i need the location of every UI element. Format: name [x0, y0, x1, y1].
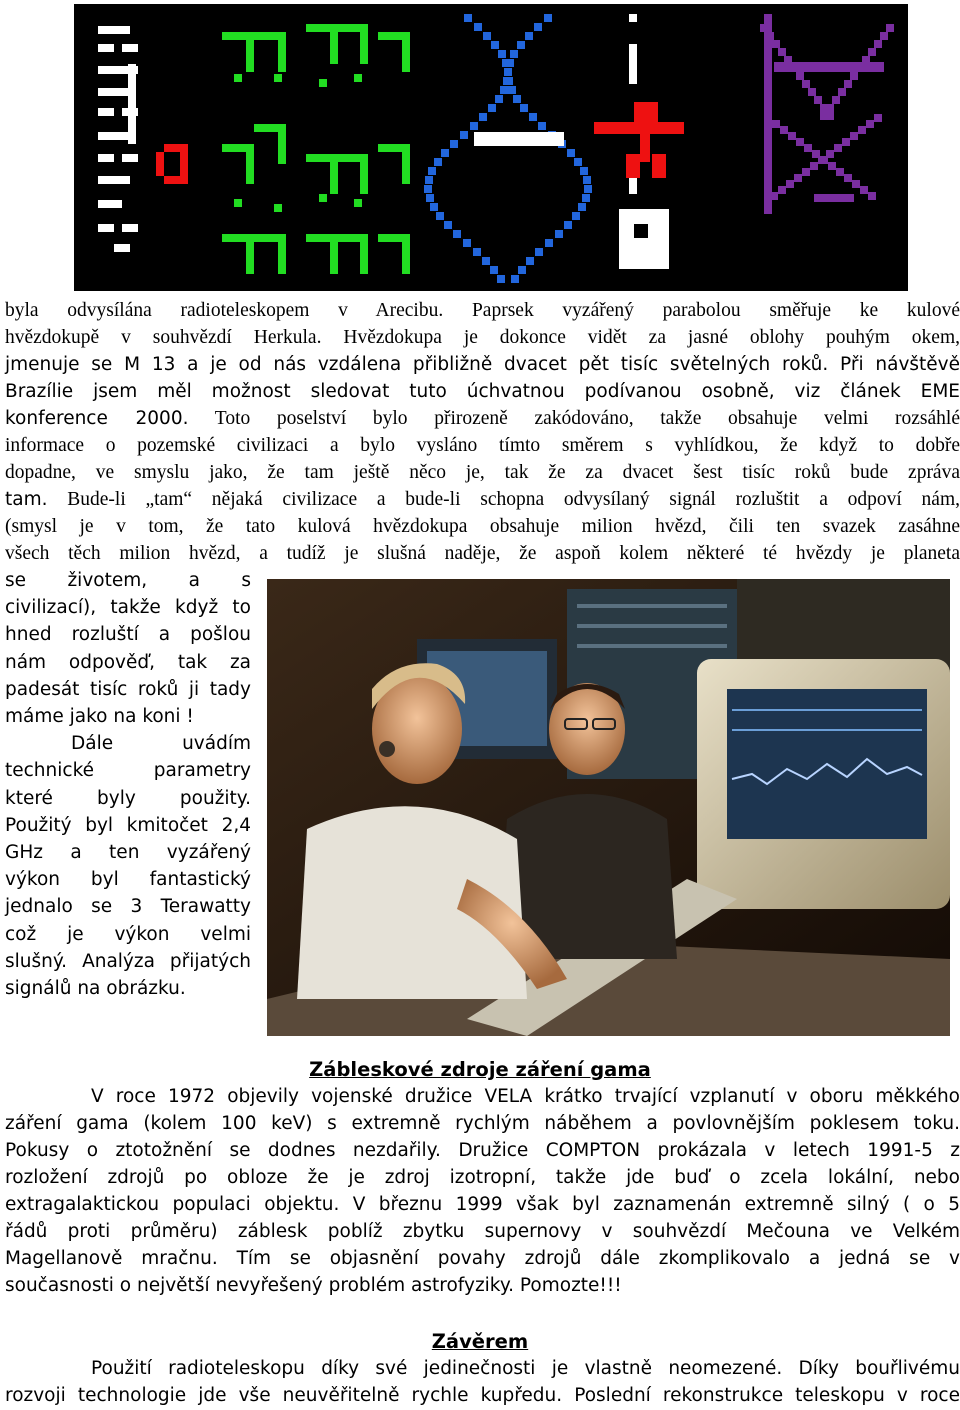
pixel-block: [856, 64, 864, 72]
pixel-block: [319, 194, 327, 202]
pixel-block: [114, 176, 122, 184]
pixel-block: [518, 266, 526, 274]
pixel-block: [402, 144, 410, 184]
pixel-block: [796, 72, 804, 80]
section-heading-conclusion: Závěrem: [431, 1330, 529, 1353]
conclusion-line: Použití radioteleskopu díky své jedinečnosti je vlastně neomezené. Díky bouřlivému: [91, 1358, 960, 1379]
pixel-block: [98, 154, 106, 162]
pixel-block: [772, 120, 780, 128]
pixel-block: [278, 124, 286, 164]
side-line: civilizací), takže když to: [5, 597, 251, 619]
pixel-block: [234, 199, 242, 207]
pixel-block: [453, 230, 461, 238]
pixel-block: [114, 244, 122, 252]
pixel-block: [804, 144, 812, 152]
pixel-block: [766, 32, 774, 40]
pixel-block: [517, 41, 525, 49]
pixel-block: [802, 168, 810, 176]
pixel-block: [479, 113, 487, 121]
pixel-block: [98, 88, 106, 96]
gamma-line: řádů proti průměru) záblesk poblíž zbytku supernovy v souhvězdí Mečouna ve Velkém: [5, 1221, 960, 1242]
pixel-block: [428, 167, 436, 175]
pixel-block: [534, 23, 542, 31]
pixel-block: [402, 234, 410, 274]
side-line: se životem, a s: [5, 570, 251, 591]
pixel-block: [868, 48, 876, 56]
pixel-block: [818, 156, 826, 164]
pixel-block: [506, 59, 514, 67]
pixel-block: [772, 40, 780, 48]
side-line: padesát tisíc roků ji tady: [5, 678, 251, 700]
pixel-block: [860, 186, 868, 194]
pixel-block: [626, 154, 640, 178]
section-heading-gamma: Zábleskové zdroje záření gama: [309, 1058, 651, 1081]
side-line: GHz a ten vyzářený: [5, 842, 251, 864]
pixel-block: [564, 221, 572, 229]
side-line: které byly použity.: [5, 787, 251, 809]
pixel-block: [360, 154, 368, 194]
pixel-block: [852, 180, 860, 188]
pixel-block: [788, 132, 796, 140]
pixel-block: [545, 239, 553, 247]
pixel-block: [114, 88, 122, 96]
intro-line: Brazílie jsem měl možnost sledovat tuto úchvatnou podívanou osobně, viz článek EME: [5, 381, 960, 402]
pixel-block: [106, 66, 114, 74]
side-line: výkon byl fantastický: [5, 869, 251, 891]
pixel-block: [483, 32, 491, 40]
pixel-block: [629, 44, 637, 84]
pixel-block: [770, 192, 778, 200]
pixel-block: [130, 224, 138, 232]
pixel-block: [491, 41, 499, 49]
intro-line: konference 2000. Toto poselství bylo přirozeně zakódováno, takže obsahuje velmi rozsáhlé: [5, 408, 960, 429]
conclusion-paragraph: [5, 1355, 960, 1409]
pixel-block: [360, 234, 368, 274]
side-line: Použitý byl kmitočet 2,4: [5, 814, 251, 836]
arecibo-pixel-graphic: [74, 4, 908, 291]
pixel-block: [98, 132, 106, 140]
pixel-block: [122, 224, 130, 232]
pixel-block: [122, 26, 130, 34]
pixel-block: [98, 200, 106, 208]
pixel-block: [814, 194, 854, 202]
pixel-block: [246, 234, 254, 274]
pixel-block: [164, 144, 188, 152]
pixel-block: [122, 154, 130, 162]
pixel-block: [473, 248, 481, 256]
pixel-block: [838, 88, 846, 96]
side-line: Dále uvádím: [71, 733, 251, 755]
pixel-block: [526, 257, 534, 265]
pixel-block: [594, 122, 684, 134]
pixel-block: [866, 120, 874, 128]
pixel-block: [858, 126, 866, 134]
pixel-block: [106, 44, 114, 52]
intro-line: tam. Bude-li „tam“ nějaká civilizace a bude-li schopna odvysílaný signál rozluštit a odpoví nám,: [5, 489, 960, 510]
pixel-block: [497, 275, 505, 283]
pixel-block: [652, 154, 666, 178]
side-line: technické parametry: [5, 760, 251, 782]
pixel-block: [510, 50, 518, 58]
pixel-block: [786, 180, 794, 188]
pixel-block: [580, 167, 588, 175]
side-line: hned rozluští a pošlou: [5, 624, 251, 646]
pixel-block: [234, 74, 242, 82]
pixel-block: [482, 257, 490, 265]
pixel-block: [106, 224, 114, 232]
pixel-block: [500, 86, 508, 94]
pixel-block: [582, 194, 590, 202]
intro-line: byla odvysílána radioteleskopem v Arecibu. Paprsek vyzářený parabolou směřuje ke kulové: [5, 300, 960, 321]
pixel-block: [98, 108, 106, 116]
pixel-block: [535, 248, 543, 256]
pixel-block: [629, 14, 637, 22]
pixel-block: [463, 239, 471, 247]
pixel-block: [555, 230, 563, 238]
pixel-block: [434, 158, 442, 166]
pixel-block: [474, 23, 482, 31]
pixel-block: [572, 212, 580, 220]
pixel-block: [274, 204, 282, 212]
pixel-block: [802, 80, 810, 88]
pixel-block: [106, 200, 114, 208]
pixel-block: [578, 203, 586, 211]
pixel-block: [426, 194, 434, 202]
pixel-block: [436, 212, 444, 220]
intro-line: dopadne, ve smyslu jako, že tam ještě něco je, tak že za dvacet šest tisíc roků bude zpráva: [5, 462, 960, 483]
pixel-block: [868, 192, 876, 200]
gamma-line: záření gama (kolem 100 keV) s extremně rychlým náběhem a povlovnějším poklesem toku.: [5, 1113, 960, 1134]
pixel-block: [874, 114, 882, 122]
pixel-block: [444, 221, 452, 229]
pixel-block: [278, 32, 286, 72]
pixel-block: [464, 14, 472, 22]
pixel-block: [319, 79, 327, 87]
pixel-block: [504, 68, 512, 76]
pixel-block: [513, 95, 521, 103]
pixel-block: [574, 158, 582, 166]
pixel-block: [584, 185, 592, 193]
pixel-block: [634, 224, 648, 238]
pixel-block: [784, 56, 792, 64]
pixel-block: [808, 88, 816, 96]
pixel-block: [130, 44, 138, 52]
pixel-block: [180, 152, 188, 176]
pixel-block: [114, 66, 122, 74]
pixel-block: [820, 112, 828, 120]
pixel-block: [98, 176, 106, 184]
pixel-block: [567, 149, 575, 157]
pixel-block: [106, 88, 114, 96]
side-line: nám odpověď, tak za: [5, 651, 251, 673]
pixel-block: [780, 126, 788, 134]
pixel-block: [505, 77, 513, 85]
gamma-line: Magellanově mračnu. Tím se objasnění povahy zdrojů dále zkomplikovalo a jedná se v: [5, 1248, 960, 1269]
pixel-block: [106, 26, 114, 34]
side-line: slušný. Analýza přijatých: [5, 950, 251, 972]
pixel-block: [850, 132, 858, 140]
side-line: což je výkon velmi: [5, 923, 251, 945]
pixel-block: [778, 48, 786, 56]
pixel-block: [106, 154, 114, 162]
pixel-block: [832, 96, 840, 104]
pixel-block: [98, 224, 106, 232]
pixel-block: [760, 24, 768, 32]
pixel-block: [498, 50, 506, 58]
pixel-block: [520, 104, 528, 112]
pixel-block: [424, 185, 432, 193]
pixel-block: [874, 40, 882, 48]
pixel-block: [490, 266, 498, 274]
pixel-block: [842, 138, 850, 146]
pixel-block: [850, 72, 858, 80]
pixel-block: [122, 44, 130, 52]
pixel-block: [278, 234, 286, 274]
pixel-block: [354, 199, 362, 207]
intro-line: všech těch milion hvězd, a tudíž je slušná naděje, že aspoň kolem některé té hvězdy je planeta: [5, 543, 960, 564]
pixel-block: [114, 200, 122, 208]
intro-line: jmenuje se M 13 a je od nás vzdálena přibližně dvacet pět tisíc světelných roků. Při návštěvě: [5, 354, 960, 375]
pixel-block: [880, 32, 888, 40]
pixel-block: [460, 131, 468, 139]
pixel-block: [98, 44, 106, 52]
pixel-block: [114, 132, 122, 140]
arecibo-message-image: [74, 4, 908, 291]
gamma-paragraph: [5, 1083, 960, 1299]
pixel-block: [814, 96, 822, 104]
side-line: jednalo se 3 Terawatty: [5, 896, 251, 918]
pixel-block: [130, 154, 138, 162]
pixel-block: [128, 64, 136, 144]
pixel-block: [538, 122, 546, 130]
pixel-block: [834, 144, 842, 152]
pixel-block: [122, 244, 130, 252]
pixel-block: [790, 64, 798, 72]
pixel-block: [862, 56, 870, 64]
pixel-block: [274, 74, 282, 82]
pixel-block: [836, 168, 844, 176]
pixel-block: [425, 176, 433, 184]
pixel-block: [474, 132, 564, 146]
side-line: máme jako na koni !: [5, 706, 194, 728]
pixel-block: [488, 104, 496, 112]
pixel-block: [164, 176, 188, 184]
pixel-block: [122, 176, 130, 184]
pixel-block: [508, 86, 516, 94]
pixel-block: [354, 74, 362, 82]
pixel-block: [525, 32, 533, 40]
pixel-block: [402, 32, 410, 72]
pixel-block: [450, 140, 458, 148]
pixel-block: [106, 132, 114, 140]
pixel-block: [544, 14, 552, 22]
side-text-column: [5, 567, 251, 1002]
pixel-block: [98, 26, 106, 34]
gamma-line: Pokusy o ztotožnění se dodnes nezdařily. Družice COMPTON prokázala v letech 1991-5 z: [5, 1140, 960, 1161]
pixel-block: [764, 114, 772, 122]
pixel-block: [114, 26, 122, 34]
pixel-block: [844, 80, 852, 88]
intro-line: informace o pozemské civilizaci a bylo vysláno tímto směrem s vyhlídkou, že když to dobře: [5, 435, 960, 456]
conclusion-line: rozvoji technologie jde vše neuvěřitelně rychle kupředu. Poslední rekonstrukce teleskopu v roce: [5, 1385, 960, 1406]
pixel-block: [810, 162, 818, 170]
pixel-block: [246, 32, 254, 72]
pixel-block: [826, 104, 834, 112]
pixel-block: [156, 152, 164, 176]
intro-line: hvězdokupě v souhvězdí Herkula. Hvězdokupa je dokonce vidět za jasné oblohy pouhým okem,: [5, 327, 960, 348]
intro-line: (smysl je v tom, že tato kulová hvězdokupa obsahuje milion hvězd, čili ten svazek zasáhne: [5, 516, 960, 537]
side-line: signálů na obrázku.: [5, 978, 186, 1000]
pixel-block: [886, 24, 894, 32]
pixel-block: [619, 209, 669, 269]
photo-illustration: [267, 579, 950, 1036]
pixel-block: [360, 24, 368, 64]
pixel-block: [778, 186, 786, 194]
researchers-photo: [267, 579, 950, 1036]
gamma-line: současnosti o největší nevyřešený problém astrofyziky. Pomozte!!!: [5, 1275, 622, 1296]
pixel-block: [470, 122, 478, 130]
gamma-line: V roce 1972 objevily vojenské družice VELA krátko trvající vzplanutí v oboru měkkého: [91, 1086, 960, 1107]
pixel-block: [430, 203, 438, 211]
pixel-block: [844, 174, 852, 182]
pixel-block: [796, 138, 804, 146]
pixel-block: [98, 66, 106, 74]
pixel-block: [106, 176, 114, 184]
pixel-block: [511, 275, 519, 283]
pixel-block: [106, 108, 114, 116]
pixel-block: [441, 149, 449, 157]
gamma-line: extragalaktickou populaci objektu. V březnu 1999 však byl zaznamenán extremně silný ( o 5: [5, 1194, 960, 1215]
pixel-block: [529, 113, 537, 121]
pixel-block: [246, 144, 254, 184]
pixel-block: [640, 126, 650, 162]
gamma-line: rozložení zdrojů po obloze že je zdroj izotropní, takže jde buď o zcela lokální, nebo: [5, 1167, 960, 1188]
pixel-block: [495, 95, 503, 103]
pixel-block: [583, 176, 591, 184]
pixel-block: [794, 174, 802, 182]
pixel-block: [828, 162, 836, 170]
